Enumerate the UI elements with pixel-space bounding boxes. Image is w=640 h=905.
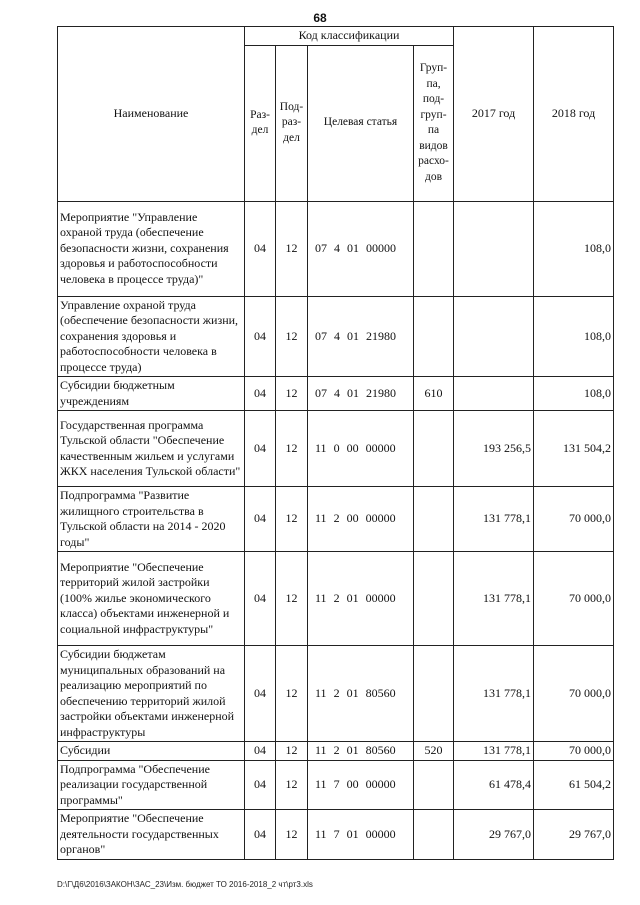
table-row bbox=[58, 810, 614, 860]
target-subprogram: 2 bbox=[333, 590, 340, 605]
row-2017 bbox=[454, 296, 534, 377]
budget-table bbox=[57, 26, 614, 860]
target-event: 01 bbox=[346, 743, 359, 757]
row-razdel: 04 bbox=[245, 646, 276, 742]
table-row bbox=[58, 377, 614, 411]
row-name: Подпрограмма "Развитие жилищного строительства в Тульской области на 2014 - 2020 годы" bbox=[58, 487, 245, 552]
row-razdel: 04 bbox=[245, 487, 276, 552]
target-direction: 00000 bbox=[365, 826, 396, 841]
row-podrazdel: 12 bbox=[276, 487, 308, 552]
row-name: Мероприятие "Обеспечение деятельности государственных органов" bbox=[58, 810, 245, 860]
target-program: 07 bbox=[315, 328, 327, 343]
row-2018: 108,0 bbox=[534, 296, 614, 377]
header-name: Наименование bbox=[58, 27, 245, 202]
row-name: Субсидии бюджетам муниципальных образований на реализацию мероприятий по обеспечению территорий жилой застройки объектами инженерной инфраструктуры bbox=[58, 646, 245, 742]
row-2018: 70 000,0 bbox=[534, 646, 614, 742]
row-group bbox=[414, 201, 454, 296]
target-direction: 00000 bbox=[365, 590, 396, 605]
table-row bbox=[58, 742, 614, 761]
target-subprogram: 7 bbox=[333, 777, 340, 791]
target-program: 11 bbox=[315, 777, 327, 791]
row-target bbox=[308, 810, 414, 860]
target-direction: 21980 bbox=[366, 328, 396, 343]
row-2018: 131 504,2 bbox=[534, 411, 614, 487]
row-2017 bbox=[454, 377, 534, 411]
row-podrazdel: 12 bbox=[276, 646, 308, 742]
row-razdel: 04 bbox=[245, 201, 276, 296]
row-2018: 29 767,0 bbox=[534, 810, 614, 860]
target-direction: 00000 bbox=[365, 777, 396, 791]
row-2018: 108,0 bbox=[534, 377, 614, 411]
row-name: Мероприятие "Управление охраной труда (обеспечение безопасности жизни, сохранения здоровья и работоспособности человека в процессе труда)" bbox=[58, 201, 245, 296]
row-group bbox=[414, 487, 454, 552]
row-target bbox=[308, 487, 414, 552]
row-podrazdel: 12 bbox=[276, 411, 308, 487]
row-podrazdel: 12 bbox=[276, 201, 308, 296]
row-target bbox=[308, 411, 414, 487]
target-program: 11 bbox=[315, 826, 327, 841]
row-podrazdel: 12 bbox=[276, 296, 308, 377]
row-razdel: 04 bbox=[245, 411, 276, 487]
row-2017: 29 767,0 bbox=[454, 810, 534, 860]
row-target bbox=[308, 742, 414, 761]
row-razdel: 04 bbox=[245, 742, 276, 761]
target-event: 00 bbox=[346, 511, 359, 526]
target-subprogram: 2 bbox=[333, 743, 340, 757]
target-program: 11 bbox=[315, 685, 327, 700]
target-subprogram: 2 bbox=[333, 511, 340, 526]
row-target bbox=[308, 760, 414, 810]
row-group bbox=[414, 810, 454, 860]
row-group: 610 bbox=[414, 377, 454, 411]
row-2018: 108,0 bbox=[534, 201, 614, 296]
target-program: 07 bbox=[315, 240, 327, 255]
row-name: Подпрограмма "Обеспечение реализации государственной программы" bbox=[58, 760, 245, 810]
row-group bbox=[414, 296, 454, 377]
target-program: 11 bbox=[315, 440, 327, 455]
target-subprogram: 4 bbox=[334, 385, 340, 400]
row-name: Мероприятие "Обеспечение территорий жилой застройки (100% жилье экономического класса) объектами инженерной и социальной инфраструктуры" bbox=[58, 552, 245, 646]
table-row bbox=[58, 201, 614, 296]
row-group: 520 bbox=[414, 742, 454, 761]
target-direction: 00000 bbox=[366, 240, 396, 255]
row-2017: 131 778,1 bbox=[454, 487, 534, 552]
row-2017: 193 256,5 bbox=[454, 411, 534, 487]
table-row bbox=[58, 487, 614, 552]
row-2017: 131 778,1 bbox=[454, 742, 534, 761]
target-direction: 00000 bbox=[365, 511, 396, 526]
file-path-footer: D:\Г\Д6\2016\ЗАКОН\ЗАС_23\Изм. бюджет ТО 2016-2018_2 чт\рт3.xls bbox=[57, 880, 313, 889]
row-2017: 131 778,1 bbox=[454, 552, 534, 646]
row-razdel: 04 bbox=[245, 377, 276, 411]
target-event: 01 bbox=[347, 328, 359, 343]
row-2017: 61 478,4 bbox=[454, 760, 534, 810]
row-target bbox=[308, 201, 414, 296]
row-razdel: 04 bbox=[245, 296, 276, 377]
row-podrazdel: 12 bbox=[276, 810, 308, 860]
row-razdel: 04 bbox=[245, 760, 276, 810]
target-subprogram: 4 bbox=[334, 328, 340, 343]
row-podrazdel: 12 bbox=[276, 742, 308, 761]
row-target bbox=[308, 296, 414, 377]
target-program: 07 bbox=[315, 385, 327, 400]
row-group bbox=[414, 646, 454, 742]
row-name: Государственная программа Тульской области "Обеспечение качественным жильем и услугами ЖКХ населения Тульской области" bbox=[58, 411, 245, 487]
row-podrazdel: 12 bbox=[276, 552, 308, 646]
row-2017: 131 778,1 bbox=[454, 646, 534, 742]
row-target bbox=[308, 552, 414, 646]
target-event: 01 bbox=[346, 685, 359, 700]
target-subprogram: 4 bbox=[334, 240, 340, 255]
row-razdel: 04 bbox=[245, 810, 276, 860]
target-event: 01 bbox=[347, 240, 359, 255]
row-podrazdel: 12 bbox=[276, 377, 308, 411]
table-row bbox=[58, 760, 614, 810]
table-row bbox=[58, 411, 614, 487]
target-direction: 80560 bbox=[365, 743, 396, 757]
row-razdel: 04 bbox=[245, 552, 276, 646]
header-razdel: Раз-дел bbox=[245, 45, 276, 201]
row-name: Управление охраной труда (обеспечение безопасности жизни, сохранения здоровья и работоспособности человека в процессе труда) bbox=[58, 296, 245, 377]
row-2018: 70 000,0 bbox=[534, 487, 614, 552]
header-2018: 2018 год bbox=[534, 27, 614, 202]
target-event: 01 bbox=[346, 590, 359, 605]
page-number: 68 bbox=[313, 11, 327, 25]
header-group: Груп-па, под-груп-па видов расхо-дов bbox=[414, 45, 454, 201]
target-program: 11 bbox=[315, 590, 327, 605]
target-subprogram: 7 bbox=[333, 826, 340, 841]
header-target: Целевая статья bbox=[308, 45, 414, 201]
row-name: Субсидии бюджетным учреждениям bbox=[58, 377, 245, 411]
row-group bbox=[414, 760, 454, 810]
row-group bbox=[414, 552, 454, 646]
header-code: Код классификации bbox=[245, 27, 454, 46]
target-subprogram: 2 bbox=[333, 685, 340, 700]
table-row bbox=[58, 296, 614, 377]
row-2018: 70 000,0 bbox=[534, 742, 614, 761]
row-name: Субсидии bbox=[58, 742, 245, 761]
row-group bbox=[414, 411, 454, 487]
table-row bbox=[58, 552, 614, 646]
target-subprogram: 0 bbox=[333, 440, 340, 455]
target-program: 11 bbox=[315, 743, 327, 757]
target-event: 00 bbox=[346, 440, 359, 455]
table-row bbox=[58, 646, 614, 742]
row-2017 bbox=[454, 201, 534, 296]
target-event: 01 bbox=[346, 826, 359, 841]
row-target bbox=[308, 377, 414, 411]
target-direction: 80560 bbox=[365, 685, 396, 700]
row-2018: 70 000,0 bbox=[534, 552, 614, 646]
header-2017: 2017 год bbox=[454, 27, 534, 202]
target-event: 01 bbox=[347, 385, 359, 400]
row-target bbox=[308, 646, 414, 742]
target-direction: 00000 bbox=[365, 440, 396, 455]
row-podrazdel: 12 bbox=[276, 760, 308, 810]
header-podrazdel: Под-раз-дел bbox=[276, 45, 308, 201]
target-direction: 21980 bbox=[366, 385, 396, 400]
row-2018: 61 504,2 bbox=[534, 760, 614, 810]
target-event: 00 bbox=[346, 777, 359, 791]
target-program: 11 bbox=[315, 511, 327, 526]
